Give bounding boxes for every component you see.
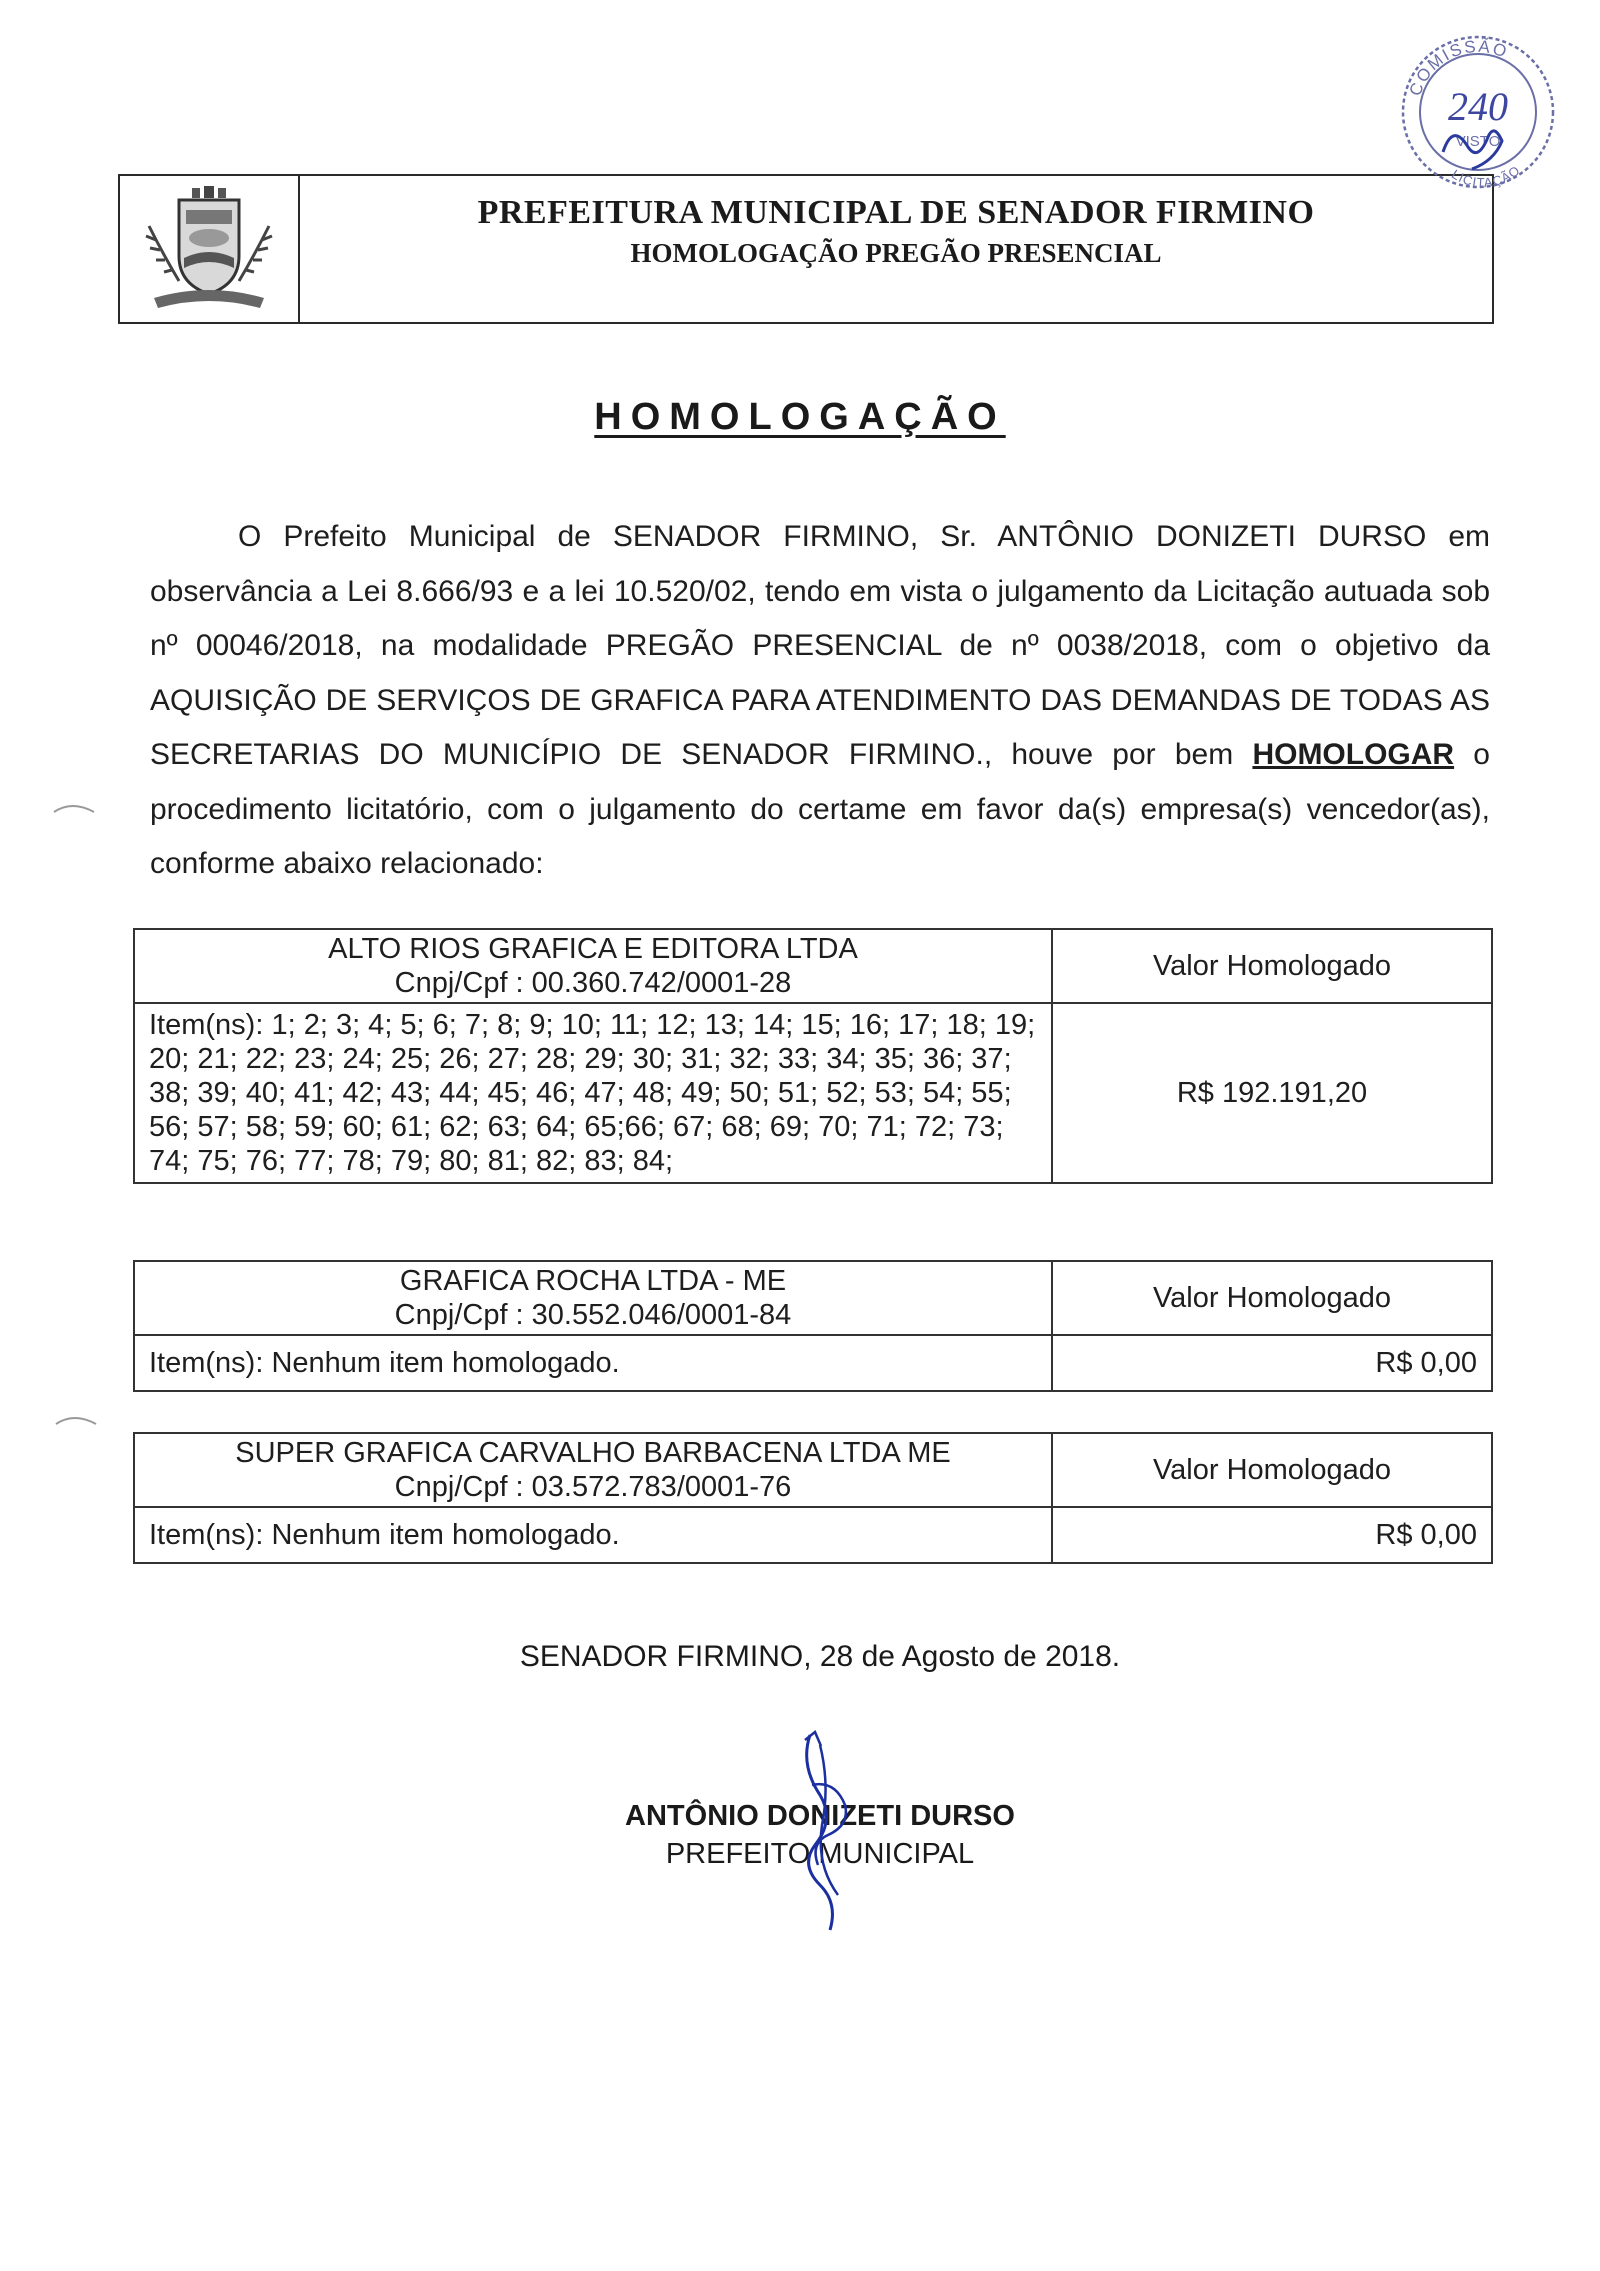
vendor-value: R$ 192.191,20 — [1052, 1003, 1492, 1183]
value-label: Valor Homologado — [1052, 929, 1492, 1003]
vendor-items: Item(ns): Nenhum item homologado. — [134, 1335, 1052, 1391]
body-paragraph — [150, 510, 1490, 892]
crest-cell — [120, 176, 300, 322]
vendor-cnpj: Cnpj/Cpf : 30.552.046/0001-84 — [394, 1299, 792, 1331]
vendor-name: GRAFICA ROCHA LTDA - ME — [399, 1265, 787, 1297]
document-title — [0, 396, 1600, 439]
paragraph-part-1: O Prefeito Municipal de SENADOR FIRMINO, Sr. ANTÔNIO DONIZETI DURSO em observância a Lei 8.666/93 e a lei 10.520/02, tendo em vista o julgamento da Licitação autuada sob nº 00046/2018, na modalidade PREGÃO PRESENCIAL de nº 0038/2018, com o objetivo da AQUISIÇÃO DE SERVIÇOS DE GRAFICA PARA ATENDIMENTO DAS DEMANDAS DE TODAS AS SECRETARIAS DO MUNICÍPIO DE SENADOR FIRMINO., houve por bem — [150, 520, 1490, 771]
vendor-name: ALTO RIOS GRAFICA E EDITORA LTDA — [328, 933, 858, 965]
stamp-bottom-text: LICITAÇÃO — [1449, 162, 1524, 191]
commission-stamp-icon — [1388, 22, 1568, 192]
vendor-items: Item(ns): Nenhum item homologado. — [134, 1507, 1052, 1563]
stamp-top-text: COMISSÃO — [1405, 36, 1511, 99]
vendor-table-2 — [133, 1260, 1493, 1392]
document-header — [118, 174, 1494, 324]
homologar-emphasis: HOMOLOGAR — [1252, 738, 1455, 771]
signer-role: PREFEITO MUNICIPAL — [665, 1838, 975, 1870]
stamp-number: 240 — [1448, 84, 1508, 129]
document-heading: HOMOLOGAÇÃO — [594, 396, 1006, 438]
vendor-value: R$ 0,00 — [1052, 1335, 1492, 1391]
paragraph — [150, 510, 1490, 892]
vendor-header-cell — [134, 1433, 1052, 1507]
paragraph-part-2: o procedimento licitatório, com o julgamento do certame em favor da(s) empresa(s) vencedor(as), conforme abaixo relacionado: — [150, 738, 1490, 880]
value-label: Valor Homologado — [1052, 1433, 1492, 1507]
vendor-header-cell — [134, 929, 1052, 1003]
vendor-value: R$ 0,00 — [1052, 1507, 1492, 1563]
vendor-table-1 — [133, 928, 1493, 1184]
header-subtitle: HOMOLOGAÇÃO PREGÃO PRESENCIAL — [630, 238, 1162, 268]
vendor-header-cell — [134, 1261, 1052, 1335]
signature-icon — [790, 1725, 870, 1935]
value-label: Valor Homologado — [1052, 1261, 1492, 1335]
scan-mark — [54, 1410, 100, 1430]
vendor-cnpj: Cnpj/Cpf : 03.572.783/0001-76 — [394, 1471, 792, 1503]
vendor-name: SUPER GRAFICA CARVALHO BARBACENA LTDA ME — [235, 1437, 951, 1469]
header-title: PREFEITURA MUNICIPAL DE SENADOR FIRMINO — [477, 194, 1315, 231]
vendor-table-3 — [133, 1432, 1493, 1564]
vendor-items: Item(ns): 1; 2; 3; 4; 5; 6; 7; 8; 9; 10; 11; 12; 13; 14; 15; 16; 17; 18; 19; 20; 21; 22; 23; 24; 25; 26; 27; 28; 29; 30; 31; 32; 33; 34; 35; 36; 37; 38; 39; 40; 41; 42; 43; 44; 45; 46; 47; 48; 49; 50; 51; 52; 53; 54; 55; 56; 57; 58; 59; 60; 61; 62; 63; 64; 65;66; 67; 68; 69; 70; 71; 72; 73; 74; 75; 76; 77; 78; 79; 80; 81; 82; 83; 84; — [134, 1003, 1052, 1183]
signer-name: ANTÔNIO DONIZETI DURSO — [625, 1800, 1015, 1832]
date-line: SENADOR FIRMINO, 28 de Agosto de 2018. — [519, 1640, 1121, 1673]
stamp-visto: VISTO — [1455, 133, 1501, 150]
vendor-cnpj: Cnpj/Cpf : 00.360.742/0001-28 — [394, 967, 792, 999]
municipal-crest-icon — [134, 186, 284, 314]
scan-mark — [52, 798, 98, 818]
